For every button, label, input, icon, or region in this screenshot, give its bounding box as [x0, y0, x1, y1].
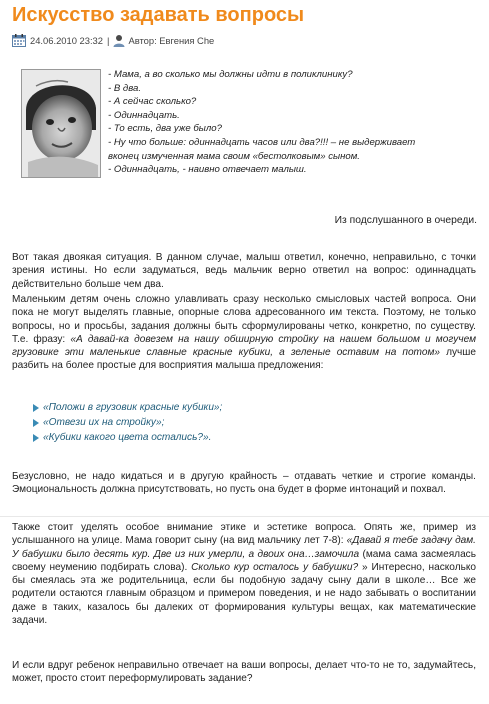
list-item [33, 415, 222, 430]
paragraph-4-quote-2: Сколько кур осталось у бабушки? [191, 561, 359, 573]
dialogue-line: вконец измученная мама своим «бестолковым» сыном. [108, 150, 360, 162]
paragraph-2-quote: «А давай-ка довезем на нашу обширную стройку на нашем большом и могучем грузовике эти маленькие славные красные кубики, а зеленые оставим на потом» [12, 333, 476, 359]
bullet-arrow-icon [33, 404, 39, 412]
paragraph-4-end: » Интересно, насколько бы смеялась эта же родительница, если бы подобную задачу сыну дали в школе… Все же родители остаются главным образцом и примером поведения, и не надо забывать о воспитании даже в таких, казалось бы далеких от формирования культуры вещах, как математические задачи. [12, 561, 476, 627]
author-icon [113, 34, 125, 47]
paragraph-2 [12, 293, 476, 373]
article-title: Искусство задавать вопросы [12, 4, 305, 26]
paragraph-2-start: Маленьким детям очень сложно улавливать сразу несколько смысловых частей вопроса. Они пока не могут выделять главные, опорные слова адресованного им текста. Поэтому, не только вопросы, но и просьбы, задания должны быть сформулированы четко, конкретно, по существу. Т.е. фразу: [12, 294, 476, 345]
dialogue-line: - Мама, а во сколько мы должны идти в поликлинику? [108, 69, 353, 80]
paragraph-4-mid: (мама сама засмеялась своему неумению подбирать слова). [12, 548, 476, 573]
author-link[interactable]: Автор: Евгения Che [128, 35, 215, 46]
dialogue-line: - В два. [108, 82, 142, 94]
dialogue-line: - Одиннадцать. [108, 109, 180, 121]
paragraph-5: И если вдруг ребенок неправильно отвечает на ваши вопросы, делает что-то не то, задумайтесь, может, просто стоит переформулировать задание? [12, 660, 476, 685]
list-item-text: «Отвези их на стройку»; [43, 417, 165, 428]
dialogue-block [108, 68, 478, 177]
paragraph-4-quote-1: «Давай я тебе задачу дам. У бабушки было десять кур. Две из них умерли, а двоих она…замочила [12, 535, 476, 560]
list-item-text: «Кубики какого цвета остались?». [43, 432, 212, 443]
bullet-arrow-icon [33, 434, 39, 442]
source-note: Из подслушанного в очереди. [334, 215, 477, 226]
dialogue-line: - А сейчас сколько? [108, 96, 197, 108]
child-photo [21, 69, 101, 178]
dialogue-line: - Ну что больше: одиннадцать часов или два?!!! – не выдерживает [108, 136, 416, 148]
paragraph-4-start: Также стоит уделять особое внимание этике и эстетике вопроса. Опять же, пример из услышанного на улице. Мама говорит сыну (на вид мальчику лет 7-8): [12, 522, 476, 547]
article-meta [12, 34, 214, 48]
bullet-list [33, 400, 222, 445]
list-item [33, 400, 222, 415]
article-date: 24.06.2010 23:32 [30, 35, 103, 46]
dialogue-line: - То есть, два уже было? [108, 123, 222, 135]
calendar-icon [12, 34, 26, 47]
meta-separator: | [107, 35, 110, 46]
list-item [33, 430, 222, 445]
paragraph-2-end: лучше разбить на более простые для восприятия малыша предложения: [12, 347, 476, 372]
paragraph-4 [12, 521, 476, 627]
divider [0, 516, 489, 517]
paragraph-1: Вот такая двоякая ситуация. В данном случае, малыш ответил, конечно, неправильно, с точки зрения истины. Но если задуматься, ведь мальчик верно ответил на вопрос: одиннадцать действительно больше чем два. [12, 252, 476, 290]
bullet-arrow-icon [33, 419, 39, 427]
dialogue-line: - Одиннадцать, - наивно отвечает малыш. [108, 164, 307, 176]
list-item-text: «Положи в грузовик красные кубики»; [43, 402, 223, 413]
paragraph-3: Безусловно, не надо кидаться и в другую крайность – отдавать четкие и строгие команды. Эмоциональность должна присутствовать, но пусть она будет в форме интонаций и похвал. [12, 471, 476, 496]
